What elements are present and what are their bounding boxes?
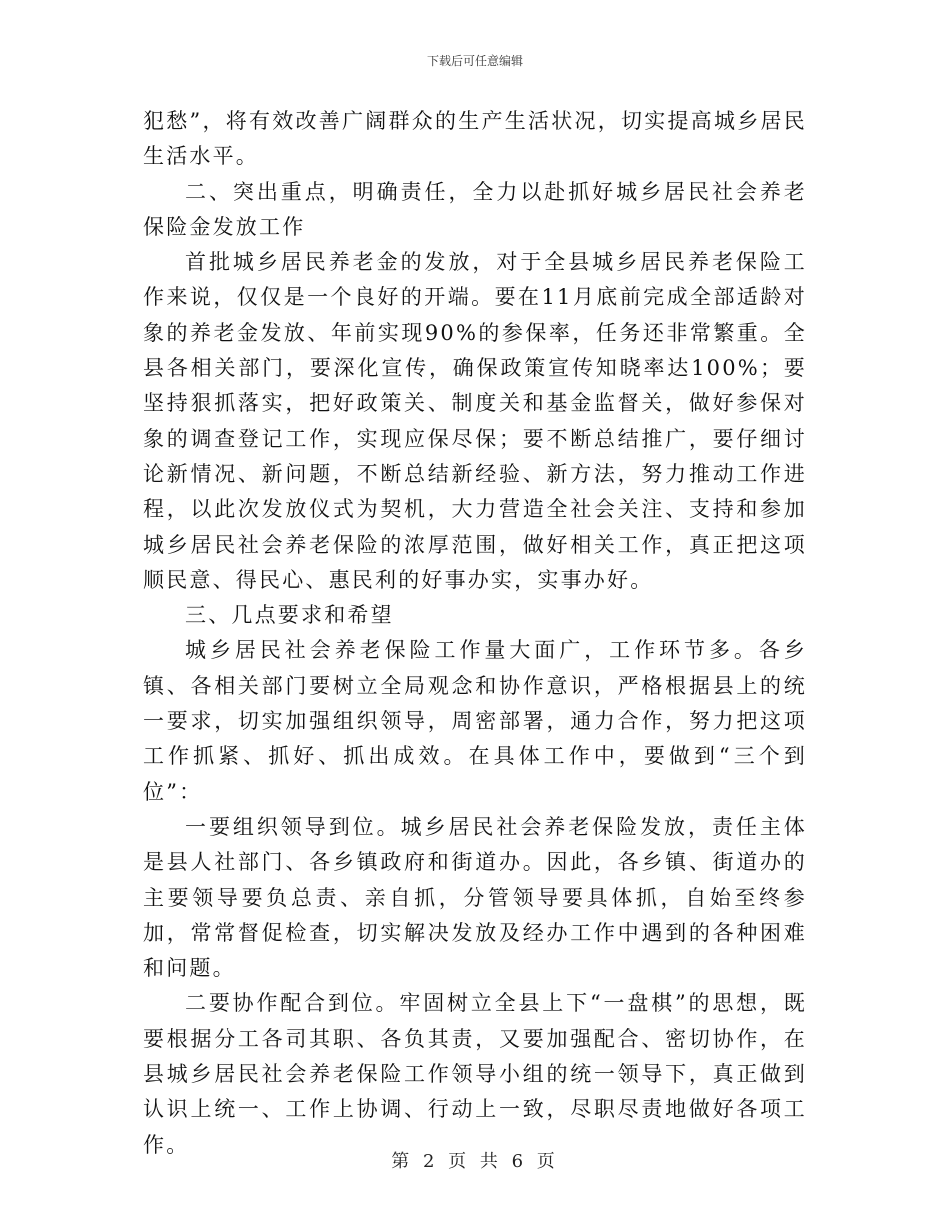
document-body (143, 104, 807, 1163)
paragraph-continuation: 犯愁”，将有效改善广阔群众的生产生活状况，切实提高城乡居民生活水平。 (143, 109, 807, 169)
page-footer: 第 2 页 共 6 页 (391, 1151, 559, 1172)
section-heading-3: 三、几点要求和希望 (185, 603, 394, 628)
paragraph-body: 城乡居民社会养老保险工作量大面广，工作环节多。各乡镇、各相关部门要树立全局观念和协作意识，严格根据县上的统一要求，切实加强组织领导，周密部署，通力合作，努力把这项工作抓紧、抓好、抓出成效。在具体工作中，要做到“三个到位”： (143, 638, 807, 804)
page-header: 下载后可任意编辑 (426, 54, 523, 68)
section-heading-2: 二、突出重点，明确责任，全力以赴抓好城乡居民社会养老保险金发放工作 (143, 179, 807, 239)
paragraph-body: 二要协作配合到位。牢固树立全县上下“一盘棋”的思想，既要根据分工各司其职、各负其责，又要加强配合、密切协作，在县城乡居民社会养老保险工作领导小组的统一领导下，真正做到认识上统一、工作上协调、行动上一致，尽职尽责地做好各项工作。 (143, 991, 807, 1157)
paragraph-body: 首批城乡居民养老金的发放，对于全县城乡居民养老保险工作来说，仅仅是一个良好的开端。要在11月底前完成全部适龄对象的养老金发放、年前实现90%的参保率，任务还非常繁重。全县各相关部门，要深化宣传，确保政策宣传知晓率达100%；要坚持狠抓落实，把好政策关、制度关和基金监督关，做好参保对象的调查登记工作，实现应保尽保；要不断总结推广，要仔细讨论新情况、新问题，不断总结新经验、新方法，努力推动工作进程，以此次发放仪式为契机，大力营造全社会关注、支持和参加城乡居民社会养老保险的浓厚范围，做好相关工作，真正把这项顺民意、得民心、惠民利的好事办实，实事办好。 (143, 250, 807, 592)
paragraph-body: 一要组织领导到位。城乡居民社会养老保险发放，责任主体是县人社部门、各乡镇政府和街道办。因此，各乡镇、街道办的主要领导要负总责、亲自抓，分管领导要具体抓，自始至终参加，常常督促检查，切实解决发放及经办工作中遇到的各种困难和问题。 (143, 814, 807, 981)
